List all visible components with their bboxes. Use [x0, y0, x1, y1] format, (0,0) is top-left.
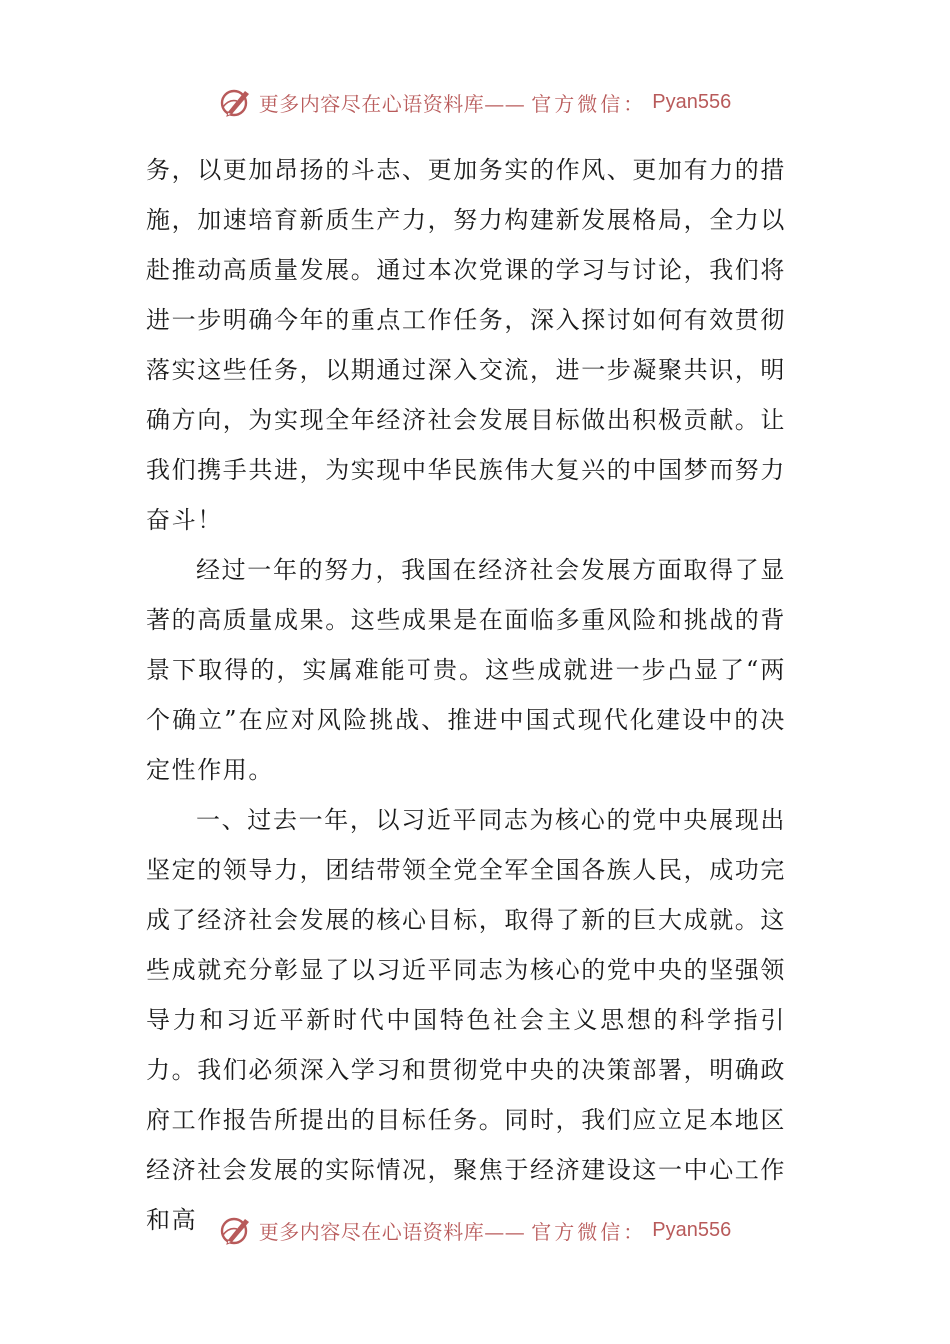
paragraph-continued: 务，以更加昂扬的斗志、更加务实的作风、更加有力的措施，加速培育新质生产力，努力构建新发展格局，全力以赴推动高质量发展。通过本次党课的学习与讨论，我们将进一步明确今年的重点工作任务，深入探讨如何有效贯彻落实这些任务，以期通过深入交流，进一步凝聚共识，明确方向，为实现全年经济社会发展目标做出积极贡献。让我们携手共进，为实现中华民族伟大复兴的中国梦而努力奋斗！: [146, 156, 786, 534]
pen-circle-logo-icon: [219, 1213, 253, 1247]
pen-circle-logo-icon: [219, 85, 253, 119]
banner-wechat-id: Pyan556: [652, 1218, 732, 1241]
footer-banner: [0, 1210, 950, 1250]
banner-site-text: 更多内容尽在心语资料库——: [258, 1219, 526, 1244]
paragraph: 经过一年的努力，我国在经济社会发展方面取得了显著的高质量成果。这些成果是在面临多重风险和挑战的背景下取得的，实属难能可贵。这些成就进一步凸显了“两个确立”在应对风险挑战、推进中国式现代化建设中的决定性作用。: [146, 556, 786, 784]
document-body: [146, 145, 786, 1245]
banner-wechat-id: Pyan556: [652, 90, 732, 113]
banner-wechat-label: 官方微信：: [531, 1219, 647, 1244]
paragraph: 一、过去一年，以习近平同志为核心的党中央展现出坚定的领导力，团结带领全党全军全国各族人民，成功完成了经济社会发展的核心目标，取得了新的巨大成就。这些成就充分彰显了以习近平同志为核心的党中央的坚强领导力和习近平新时代中国特色社会主义思想的科学指引力。我们必须深入学习和贯彻党中央的决策部署，明确政府工作报告所提出的目标任务。同时，我们应立足本地区经济社会发展的实际情况，聚焦于经济建设这一中心工作和高: [146, 806, 786, 1234]
banner-site-text: 更多内容尽在心语资料库——: [258, 91, 526, 116]
banner-wechat-label: 官方微信：: [531, 91, 647, 116]
header-banner: [0, 82, 950, 122]
